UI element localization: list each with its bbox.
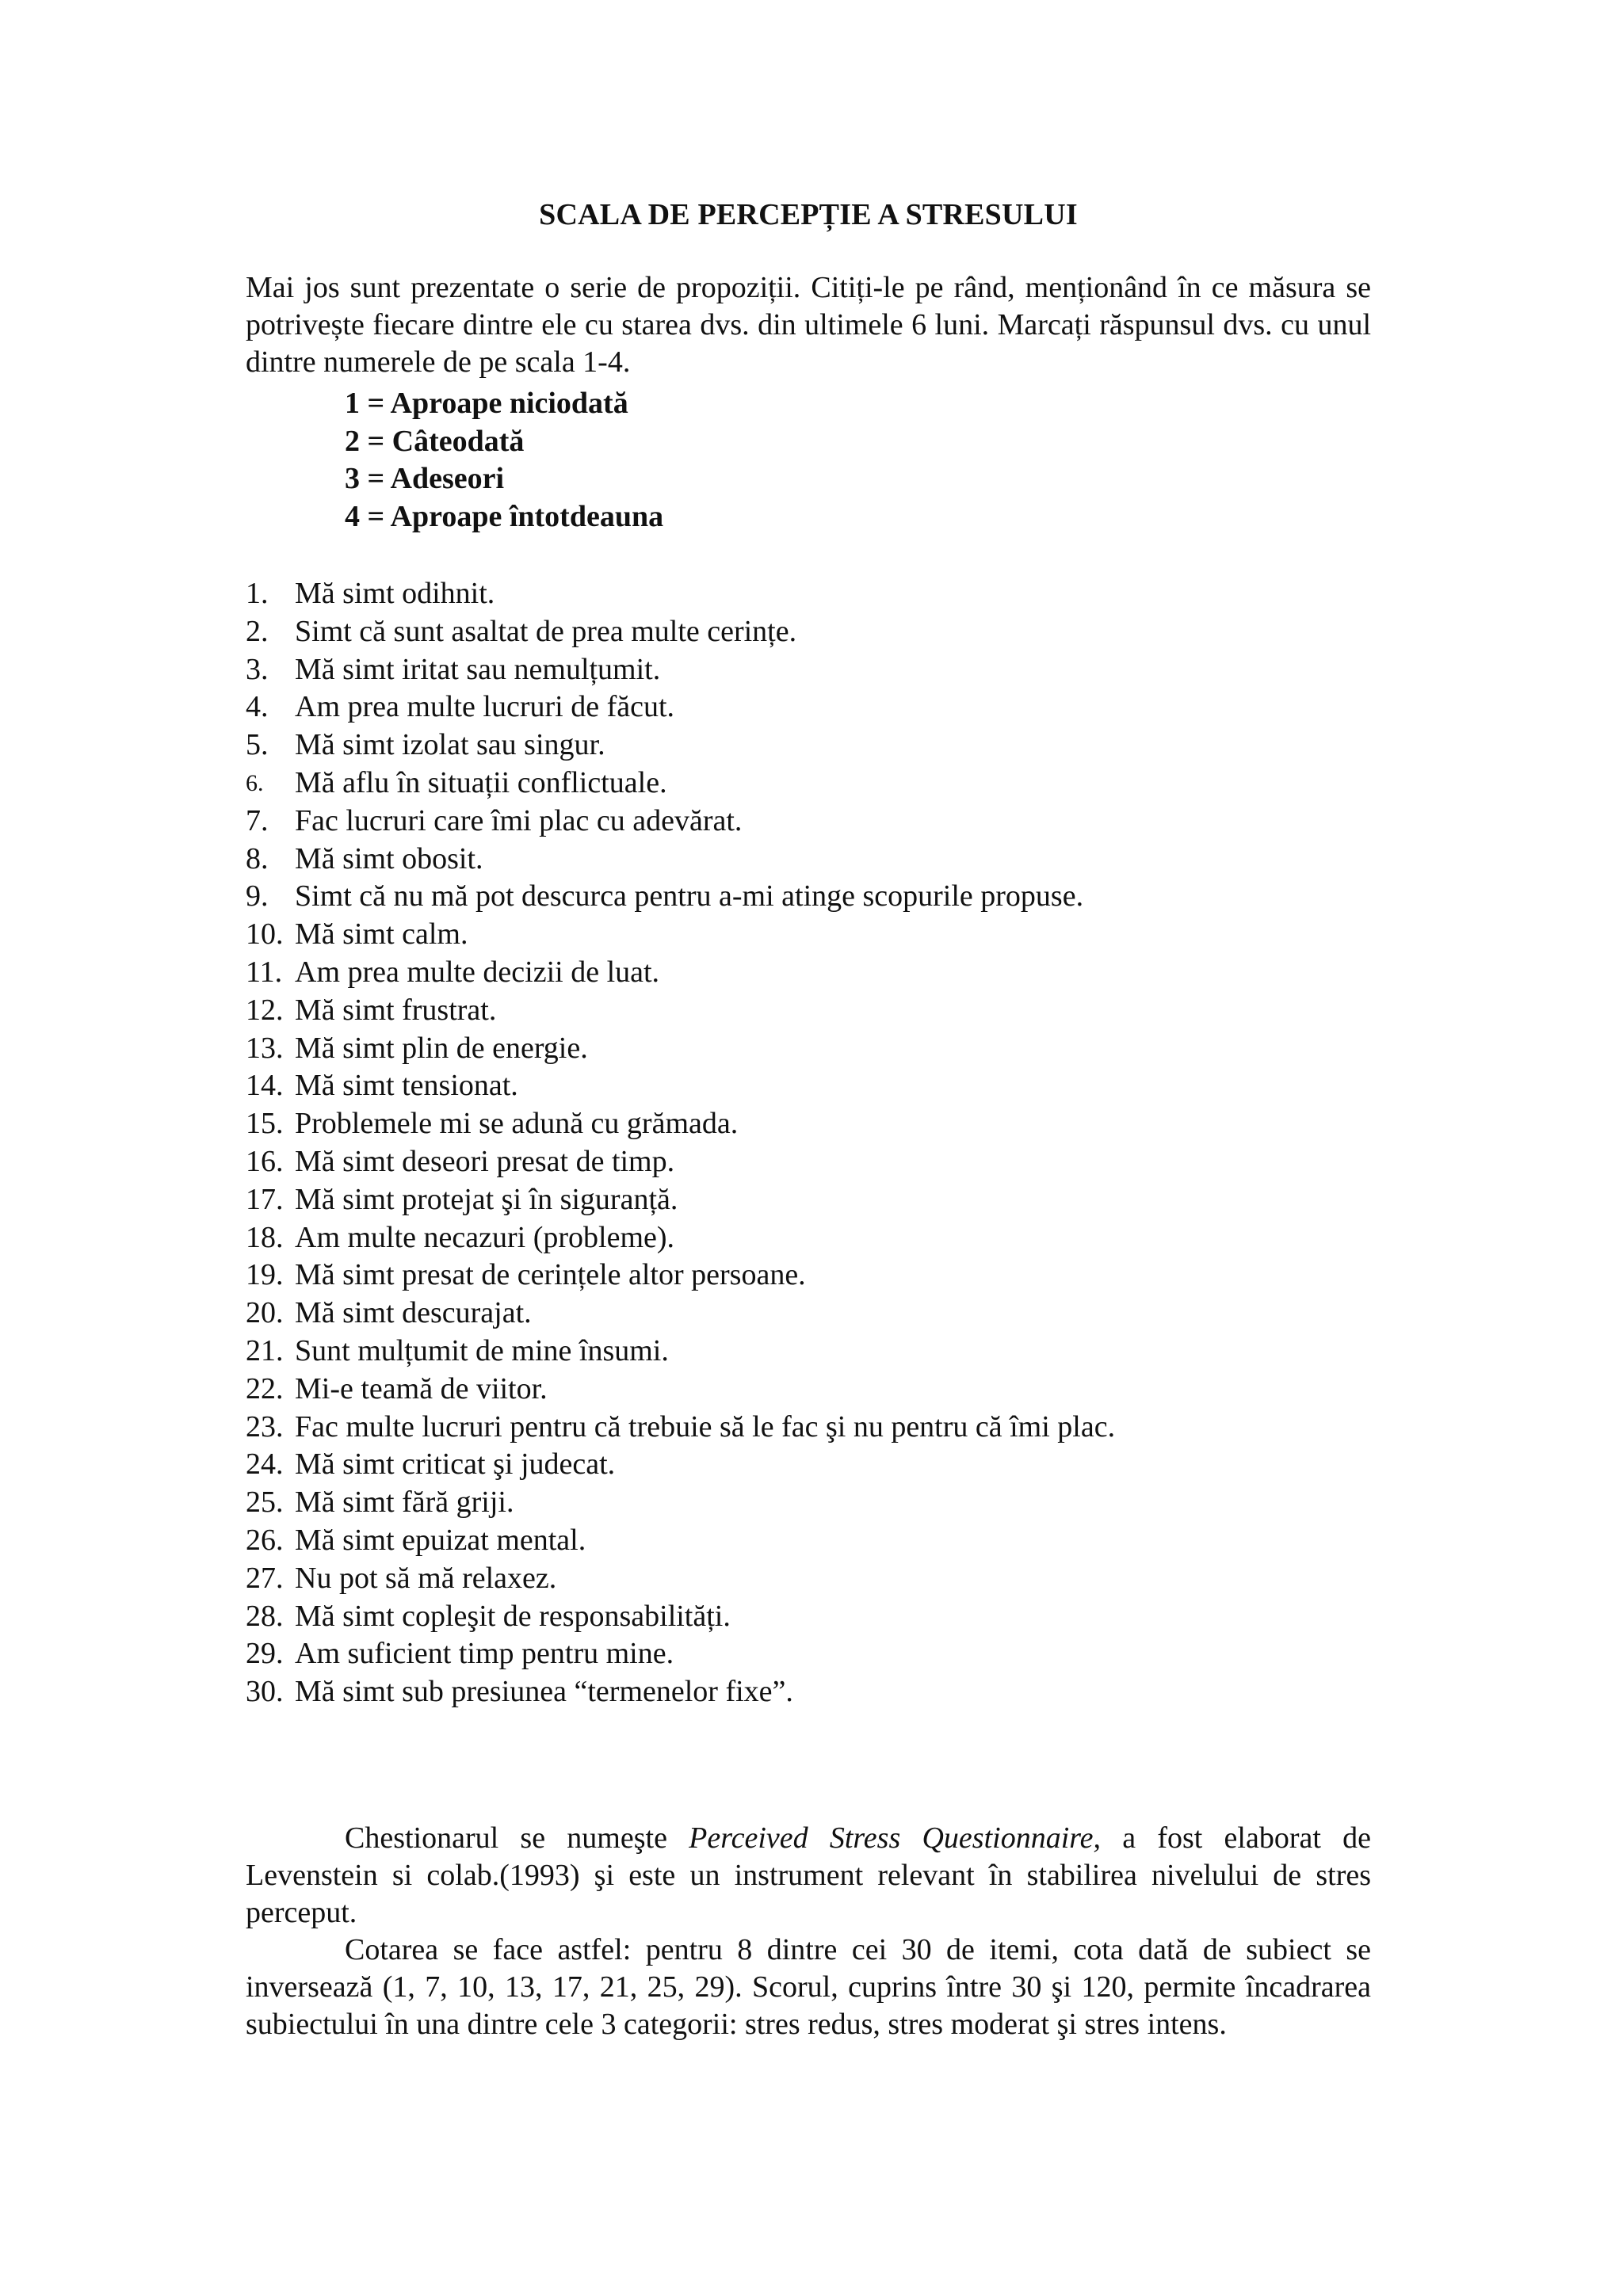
item-text: Mă simt descurajat.	[295, 1296, 532, 1330]
item-text: Mă simt deseori presat de timp.	[295, 1144, 675, 1178]
item-number: 14.	[246, 1069, 284, 1103]
item-text: Am multe necazuri (probleme).	[295, 1220, 675, 1254]
questionnaire-item	[246, 916, 1371, 954]
item-text: Mă simt presat de cerințele altor persoane.	[295, 1258, 806, 1292]
item-text: Mă simt izolat sau singur.	[295, 728, 605, 762]
item-number: 26.	[246, 1523, 284, 1557]
item-text: Mă simt fără griji.	[295, 1486, 514, 1520]
questionnaire-item	[246, 1333, 1371, 1371]
questionnaire-item	[246, 1560, 1371, 1598]
item-number: 16.	[246, 1144, 284, 1178]
rating-scale-legend	[345, 385, 663, 536]
item-number: 11.	[246, 955, 283, 989]
item-text: Problemele mi se adună cu grămada.	[295, 1107, 739, 1141]
item-number: 21.	[246, 1333, 284, 1367]
questionnaire-item	[246, 1371, 1371, 1409]
item-text: Mă simt sub presiunea “termenelor fixe”.	[295, 1675, 793, 1709]
item-text: Mă simt copleşit de responsabilități.	[295, 1599, 731, 1633]
questionnaire-item	[246, 1219, 1371, 1257]
questionnaire-item	[246, 765, 1371, 803]
questionnaire-item	[246, 841, 1371, 879]
item-number: 12.	[246, 993, 284, 1027]
questionnaire-items	[246, 575, 1371, 1711]
questionnaire-item	[246, 613, 1371, 651]
item-number: 29.	[246, 1637, 284, 1671]
item-number: 1.	[246, 577, 269, 610]
item-text: Mă simt tensionat.	[295, 1069, 518, 1103]
questionnaire-item	[246, 1181, 1371, 1219]
questionnaire-item	[246, 688, 1371, 727]
questionnaire-item	[246, 1030, 1371, 1068]
item-number: 4.	[246, 690, 269, 724]
item-text: Am prea multe decizii de luat.	[295, 955, 660, 989]
item-text: Mi-e teamă de viitor.	[295, 1371, 548, 1405]
questionnaire-item	[246, 803, 1371, 841]
questionnaire-item	[246, 1598, 1371, 1636]
item-text: Mă simt iritat sau nemulțumit.	[295, 652, 661, 686]
item-number: 19.	[246, 1258, 284, 1292]
item-text: Sunt mulțumit de mine însumi.	[295, 1333, 669, 1367]
questionnaire-item	[246, 878, 1371, 916]
page-title: SCALA DE PERCEPȚIE A STRESULUI	[539, 198, 1078, 231]
item-number: 7.	[246, 803, 269, 837]
item-text: Mă simt calm.	[295, 917, 468, 952]
item-number: 9.	[246, 879, 269, 913]
item-number: 8.	[246, 841, 269, 875]
scale-option-2: 2 = Câteodată	[345, 424, 525, 458]
item-text: Simt că sunt asaltat de prea multe cerințe.	[295, 614, 797, 648]
item-number: 3.	[246, 652, 269, 686]
questionnaire-item	[246, 727, 1371, 765]
item-number: 23.	[246, 1409, 284, 1444]
questionnaire-item	[246, 954, 1371, 992]
item-text: Mă simt plin de energie.	[295, 1031, 588, 1065]
item-number: 24.	[246, 1447, 284, 1482]
item-number: 20.	[246, 1296, 284, 1330]
item-text: Fac multe lucruri pentru că trebuie să le fac şi nu pentru că îmi plac.	[295, 1409, 1116, 1444]
item-text: Fac lucruri care îmi plac cu adevărat.	[295, 803, 743, 837]
questionnaire-item	[246, 1484, 1371, 1522]
item-text: Mă simt epuizat mental.	[295, 1523, 586, 1557]
questionnaire-item	[246, 1143, 1371, 1181]
item-number: 5.	[246, 728, 269, 762]
questionnaire-item	[246, 1635, 1371, 1673]
scale-option-4: 4 = Aproape întotdeauna	[345, 499, 664, 533]
questionnaire-item	[246, 1067, 1371, 1105]
footer-text: Chestionarul se numeşte	[345, 1821, 689, 1855]
questionnaire-item	[246, 1257, 1371, 1295]
questionnaire-item	[246, 1295, 1371, 1333]
item-text: Mă aflu în situații conflictuale.	[295, 765, 667, 799]
questionnaire-name: Perceived Stress Questionnaire,	[689, 1821, 1101, 1855]
item-text: Mă simt protejat şi în siguranță.	[295, 1182, 678, 1216]
scale-option-1: 1 = Aproape niciodată	[345, 387, 628, 420]
questionnaire-item	[246, 1105, 1371, 1143]
item-text: Mă simt odihnit.	[295, 577, 495, 610]
item-number: 6.	[246, 769, 264, 796]
item-number: 30.	[246, 1675, 284, 1709]
scale-option-3: 3 = Adeseori	[345, 462, 505, 495]
footer-paragraph-description	[246, 1820, 1371, 1932]
questionnaire-item	[246, 1522, 1371, 1560]
questionnaire-item	[246, 651, 1371, 689]
item-text: Mă simt obosit.	[295, 841, 483, 875]
questionnaire-item	[246, 992, 1371, 1030]
item-number: 28.	[246, 1599, 284, 1633]
item-number: 18.	[246, 1220, 284, 1254]
item-number: 22.	[246, 1371, 284, 1405]
item-number: 25.	[246, 1486, 284, 1520]
item-number: 10.	[246, 917, 284, 952]
item-text: Simt că nu mă pot descurca pentru a-mi atinge scopurile propuse.	[295, 879, 1084, 913]
footer-text: a fost elaborat de Levenstein si colab.(1993) şi este un instrument relevant în stabilirea nivelului de stres perceput.	[246, 1821, 1372, 1929]
item-text: Mă simt criticat şi judecat.	[295, 1447, 616, 1482]
item-number: 27.	[246, 1561, 284, 1595]
item-number: 2.	[246, 614, 269, 648]
questionnaire-item	[246, 575, 1371, 613]
item-text: Mă simt frustrat.	[295, 993, 497, 1027]
footer-notes	[246, 1820, 1371, 2043]
questionnaire-item	[246, 1409, 1371, 1447]
questionnaire-item	[246, 1673, 1371, 1711]
item-text: Nu pot să mă relaxez.	[295, 1561, 557, 1595]
item-text: Am prea multe lucruri de făcut.	[295, 690, 675, 724]
item-text: Am suficient timp pentru mine.	[295, 1637, 674, 1671]
item-number: 15.	[246, 1107, 284, 1141]
item-number: 17.	[246, 1182, 284, 1216]
footer-paragraph-scoring: Cotarea se face astfel: pentru 8 dintre cei 30 de itemi, cota dată de subiect se inversează (1, 7, 10, 13, 17, 21, 25, 29). Scorul, cuprins între 30 şi 120, permite încadrarea subiectului în una dintre cele 3 categorii: stres redus, stres moderat şi stres intens.	[246, 1933, 1371, 2041]
questionnaire-item	[246, 1446, 1371, 1484]
item-number: 13.	[246, 1031, 284, 1065]
instructions-paragraph: Mai jos sunt prezentate o serie de propoziții. Citiți-le pe rând, menționând în ce măsura se potrivește fiecare dintre ele cu starea dvs. din ultimele 6 luni. Marcați răspunsul dvs. cu unul dintre numerele de pe scala 1-4.	[246, 271, 1371, 379]
